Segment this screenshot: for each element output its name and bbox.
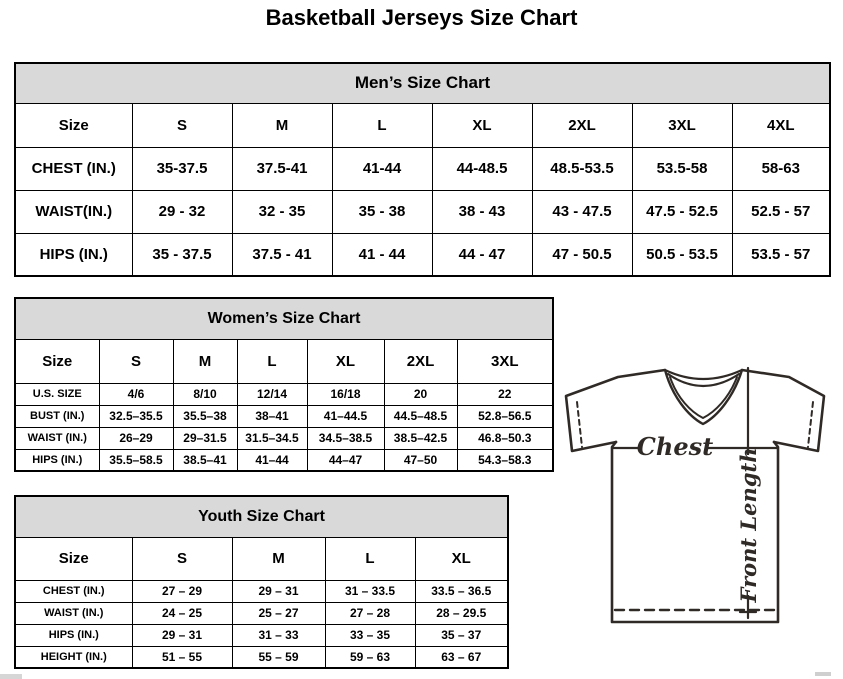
youth-cell: 33.5 – 36.5	[415, 580, 508, 602]
youth-cell: 28 – 29.5	[415, 602, 508, 624]
womens-size-chart-table	[14, 297, 554, 472]
chest-measure-label: Chest	[636, 432, 714, 461]
jersey-diagram-icon	[558, 360, 834, 630]
womens-cell: 26–29	[99, 427, 173, 449]
mens-chart-title: Men’s Size Chart	[15, 63, 830, 103]
mens-col-header: 3XL	[632, 103, 732, 147]
youth-col-header: XL	[415, 537, 508, 580]
mens-cell: 50.5 - 53.5	[632, 233, 732, 276]
womens-cell: 38.5–42.5	[384, 427, 457, 449]
youth-col-header: S	[132, 537, 232, 580]
mens-col-header: 2XL	[532, 103, 632, 147]
youth-col-header: L	[325, 537, 415, 580]
womens-col-header: XL	[307, 339, 384, 383]
youth-cell: 33 – 35	[325, 624, 415, 646]
womens-cell: 38.5–41	[173, 449, 237, 471]
womens-header-row	[15, 339, 553, 383]
womens-cell: 38–41	[237, 405, 307, 427]
womens-col-header: 3XL	[457, 339, 553, 383]
womens-cell: 8/10	[173, 383, 237, 405]
mens-size-chart-table	[14, 62, 831, 277]
scrollbar-fragment-left[interactable]	[0, 674, 22, 679]
mens-col-header: 4XL	[732, 103, 830, 147]
table-row	[15, 147, 830, 190]
mens-cell: 47.5 - 52.5	[632, 190, 732, 233]
youth-cell: 51 – 55	[132, 646, 232, 668]
table-row	[15, 624, 508, 646]
womens-cell: 46.8–50.3	[457, 427, 553, 449]
womens-col-header: L	[237, 339, 307, 383]
mens-cell: 29 - 32	[132, 190, 232, 233]
womens-cell: 35.5–38	[173, 405, 237, 427]
womens-cell: 29–31.5	[173, 427, 237, 449]
youth-cell: 29 – 31	[232, 580, 325, 602]
table-row	[15, 190, 830, 233]
mens-row-label: WAIST(IN.)	[15, 190, 132, 233]
mens-cell: 37.5-41	[232, 147, 332, 190]
womens-cell: 34.5–38.5	[307, 427, 384, 449]
mens-cell: 35 - 37.5	[132, 233, 232, 276]
jersey-measurement-diagram	[558, 360, 834, 630]
womens-row-label: BUST (IN.)	[15, 405, 99, 427]
womens-cell: 41–44	[237, 449, 307, 471]
mens-cell: 41 - 44	[332, 233, 432, 276]
mens-cell: 44-48.5	[432, 147, 532, 190]
table-row	[15, 449, 553, 471]
womens-cell: 52.8–56.5	[457, 405, 553, 427]
youth-cell: 35 – 37	[415, 624, 508, 646]
mens-cell: 32 - 35	[232, 190, 332, 233]
mens-cell: 35-37.5	[132, 147, 232, 190]
mens-col-header: Size	[15, 103, 132, 147]
table-row	[15, 427, 553, 449]
womens-cell: 16/18	[307, 383, 384, 405]
youth-col-header: M	[232, 537, 325, 580]
table-row	[15, 602, 508, 624]
womens-cell: 41–44.5	[307, 405, 384, 427]
table-row	[15, 580, 508, 602]
womens-chart-title: Women’s Size Chart	[15, 298, 553, 339]
mens-cell: 53.5-58	[632, 147, 732, 190]
womens-cell: 20	[384, 383, 457, 405]
mens-cell: 58-63	[732, 147, 830, 190]
youth-size-chart-table	[14, 495, 509, 669]
youth-row-label: CHEST (IN.)	[15, 580, 132, 602]
mens-cell: 38 - 43	[432, 190, 532, 233]
youth-row-label: HIPS (IN.)	[15, 624, 132, 646]
youth-cell: 31 – 33.5	[325, 580, 415, 602]
womens-cell: 44.5–48.5	[384, 405, 457, 427]
mens-cell: 53.5 - 57	[732, 233, 830, 276]
youth-cell: 55 – 59	[232, 646, 325, 668]
youth-cell: 29 – 31	[132, 624, 232, 646]
youth-chart-title: Youth Size Chart	[15, 496, 508, 537]
mens-cell: 52.5 - 57	[732, 190, 830, 233]
table-row	[15, 405, 553, 427]
womens-cell: 47–50	[384, 449, 457, 471]
table-row	[15, 646, 508, 668]
mens-cell: 37.5 - 41	[232, 233, 332, 276]
womens-cell: 44–47	[307, 449, 384, 471]
womens-cell: 4/6	[99, 383, 173, 405]
womens-cell: 54.3–58.3	[457, 449, 553, 471]
table-row	[15, 233, 830, 276]
youth-cell: 25 – 27	[232, 602, 325, 624]
youth-cell: 63 – 67	[415, 646, 508, 668]
womens-cell: 32.5–35.5	[99, 405, 173, 427]
youth-header-row	[15, 537, 508, 580]
mens-cell: 44 - 47	[432, 233, 532, 276]
youth-cell: 27 – 29	[132, 580, 232, 602]
youth-cell: 31 – 33	[232, 624, 325, 646]
womens-col-header: 2XL	[384, 339, 457, 383]
womens-row-label: WAIST (IN.)	[15, 427, 99, 449]
womens-col-header: Size	[15, 339, 99, 383]
table-row	[15, 383, 553, 405]
mens-cell: 47 - 50.5	[532, 233, 632, 276]
page-title: Basketball Jerseys Size Chart	[265, 5, 578, 30]
mens-col-header: L	[332, 103, 432, 147]
mens-cell: 43 - 47.5	[532, 190, 632, 233]
mens-cell: 41-44	[332, 147, 432, 190]
mens-cell: 48.5-53.5	[532, 147, 632, 190]
mens-col-header: M	[232, 103, 332, 147]
youth-row-label: HEIGHT (IN.)	[15, 646, 132, 668]
mens-row-label: CHEST (IN.)	[15, 147, 132, 190]
womens-row-label: U.S. SIZE	[15, 383, 99, 405]
youth-cell: 59 – 63	[325, 646, 415, 668]
womens-col-header: S	[99, 339, 173, 383]
womens-cell: 35.5–58.5	[99, 449, 173, 471]
front-length-measure-label: Front Length	[736, 447, 761, 603]
mens-cell: 35 - 38	[332, 190, 432, 233]
youth-row-label: WAIST (IN.)	[15, 602, 132, 624]
mens-row-label: HIPS (IN.)	[15, 233, 132, 276]
womens-row-label: HIPS (IN.)	[15, 449, 99, 471]
scrollbar-fragment-right[interactable]	[815, 672, 831, 676]
mens-col-header: XL	[432, 103, 532, 147]
womens-cell: 12/14	[237, 383, 307, 405]
youth-cell: 27 – 28	[325, 602, 415, 624]
womens-col-header: M	[173, 339, 237, 383]
mens-col-header: S	[132, 103, 232, 147]
youth-cell: 24 – 25	[132, 602, 232, 624]
youth-col-header: Size	[15, 537, 132, 580]
womens-cell: 22	[457, 383, 553, 405]
mens-header-row	[15, 103, 830, 147]
womens-cell: 31.5–34.5	[237, 427, 307, 449]
